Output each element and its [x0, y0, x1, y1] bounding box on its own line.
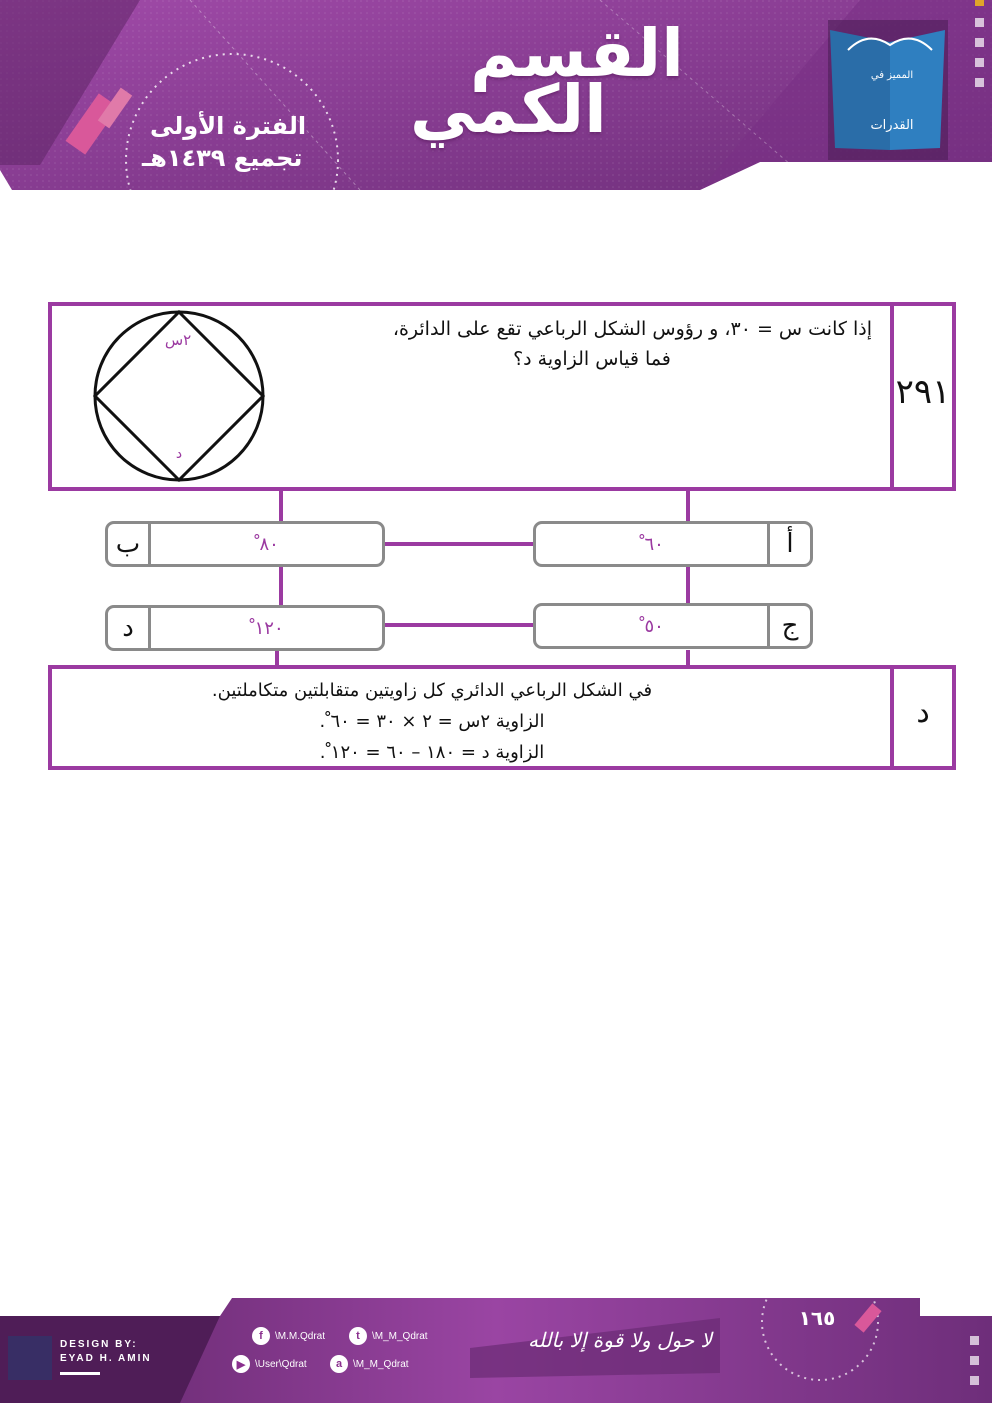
designer-name: EYAD H. AMIN: [60, 1353, 152, 1364]
youtube-handle: \User\Qdrat: [255, 1358, 307, 1370]
twitter-link[interactable]: [349, 1327, 428, 1345]
twitter-icon: t: [349, 1327, 367, 1345]
youtube-icon: ▶: [232, 1355, 250, 1373]
option-d[interactable]: [105, 605, 385, 651]
connector-line: [686, 566, 690, 606]
facebook-link[interactable]: [252, 1327, 325, 1345]
answer-letter: د: [916, 695, 930, 730]
question-number-cell: [890, 306, 952, 487]
connector-line: [275, 650, 279, 666]
period-title: الفترة الأولى: [150, 112, 307, 140]
question-text: [312, 314, 872, 374]
option-b-value: ٨٠ ْ: [254, 533, 279, 555]
calligraphy-text: لا حول ولا قوة إلا بالله: [528, 1328, 712, 1352]
option-c[interactable]: [533, 603, 813, 649]
option-b-letter: ب: [108, 524, 151, 564]
option-d-letter: د: [108, 608, 151, 648]
connector-line: [279, 489, 283, 523]
connector-line: [383, 542, 535, 546]
facebook-handle: \M.M.Qdrat: [275, 1330, 326, 1342]
answer-explanation: [112, 675, 752, 768]
logo-icon: [828, 20, 948, 160]
option-d-value: ١٢٠ ْ: [249, 617, 284, 639]
option-a-value: ٦٠ ْ: [639, 533, 664, 555]
ask-link[interactable]: [330, 1355, 409, 1373]
question-line1: إذا كانت س = ٣٠، و رؤوس الشكل الرباعي تقع على الدائرة،: [392, 318, 872, 340]
design-credit: [60, 1338, 152, 1366]
answer-line3: الزاوية د = ١٨٠ – ٦٠ = ١٢٠ ْ.: [319, 742, 545, 763]
option-c-letter: ج: [767, 606, 810, 646]
youtube-link[interactable]: [232, 1355, 307, 1373]
logo-text-bottom: القدرات: [870, 118, 914, 133]
inscribed-quadrilateral-figure: [90, 308, 268, 486]
answer-line1: في الشكل الرباعي الدائري كل زاويتين متقابلتين متكاملتين.: [211, 680, 653, 701]
collection-year: تجميع ١٤٣٩هـ: [142, 144, 303, 172]
ask-handle: \M_M_Qdrat: [353, 1358, 409, 1370]
figure-label-top: ٢س: [164, 331, 192, 349]
section-title-line2: الكمي: [410, 71, 607, 148]
option-a[interactable]: [533, 521, 813, 567]
question-box: [48, 302, 956, 491]
answer-line2: الزاوية ٢س = ٢ × ٣٠ = ٦٠ ْ.: [319, 711, 545, 732]
design-by-label: DESIGN BY:: [60, 1339, 138, 1350]
page-footer: [0, 1298, 992, 1403]
logo-text-top: المميز في: [870, 70, 914, 81]
twitter-handle: \M_M_Qdrat: [372, 1330, 428, 1342]
designer-logo-icon: [8, 1336, 52, 1380]
page-number: ١٦٥: [798, 1306, 836, 1330]
option-a-letter: أ: [767, 524, 810, 564]
option-b[interactable]: [105, 521, 385, 567]
connector-line: [686, 650, 690, 666]
facebook-icon: f: [252, 1327, 270, 1345]
option-c-value: ٥٠ ْ: [639, 615, 664, 637]
page-header: [0, 0, 992, 190]
question-line2: فما قياس الزاوية د؟: [513, 348, 671, 370]
figure-label-bottom: د: [175, 446, 183, 462]
question-number: ٢٩١: [895, 372, 951, 412]
connector-line: [279, 566, 283, 606]
connector-line: [686, 489, 690, 523]
ask-icon: a: [330, 1355, 348, 1373]
connector-line: [383, 623, 535, 627]
answer-box: [48, 665, 956, 770]
section-title-line1: القسم: [470, 15, 684, 92]
answer-letter-cell: [890, 669, 952, 766]
